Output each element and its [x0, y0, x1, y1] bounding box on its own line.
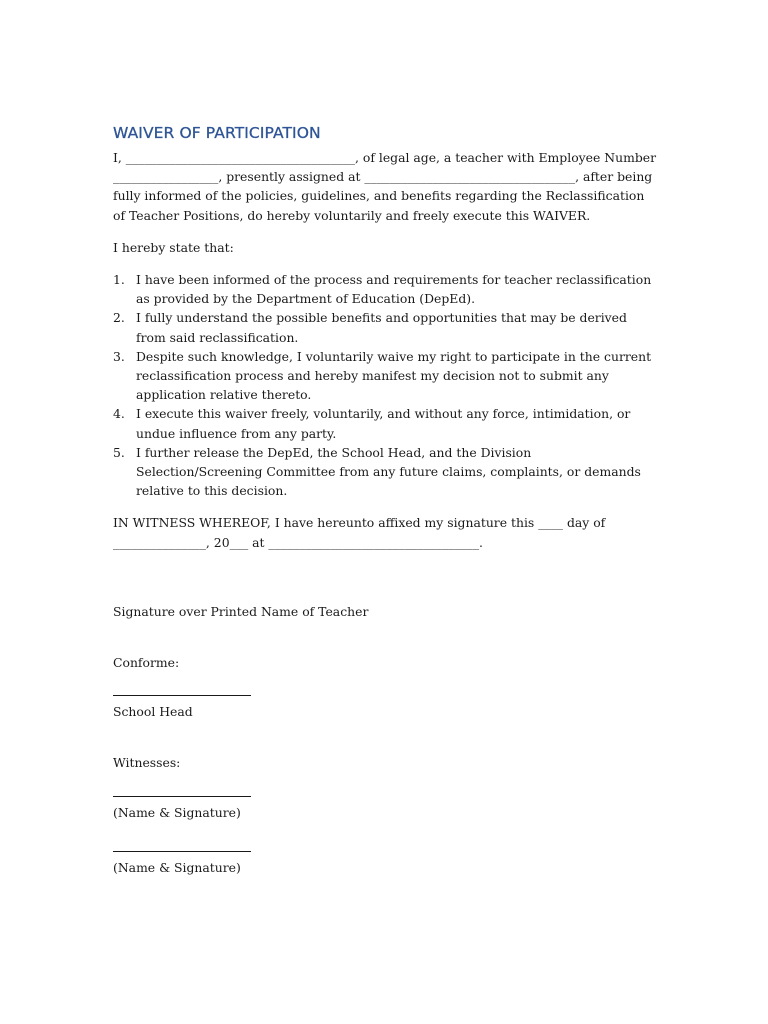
list-item-text: Despite such knowledge, I voluntarily waive my right to participate in the current reclassification process and hereby manifest my decision not to submit any application relative thereto.: [136, 348, 652, 403]
document-page: [113, 124, 658, 877]
list-item-number: 2.: [113, 310, 125, 326]
list-item: [113, 404, 658, 442]
witness-1-label: (Name & Signature): [113, 804, 241, 820]
intro-paragraph: I, _____________________________________, of legal age, a teacher with Employee Number _________________, presently assigned at __________________________________, after being fully informed of the policies, guidelines, and benefits regarding the Reclassification of Teacher Positions, do hereby voluntarily and freely execute this WAIVER.: [113, 150, 657, 223]
witness-1-signature-line: [113, 789, 251, 797]
list-item-text: I have been informed of the process and requirements for teacher reclassification as provided by the Department of Education (DepEd).: [136, 272, 652, 307]
witnesses-label: Witnesses:: [113, 755, 181, 771]
document-title: WAIVER OF PARTICIPATION: [113, 124, 321, 142]
list-item-number: 5.: [113, 444, 125, 460]
list-item-number: 3.: [113, 348, 125, 364]
statement-list: [113, 270, 658, 500]
school-head-signature-line: [113, 688, 251, 696]
witness-clause: IN WITNESS WHEREOF, I have hereunto affixed my signature this ____ day of _______________, 20___ at __________________________________.: [113, 515, 606, 550]
school-head-label: School Head: [113, 704, 193, 720]
list-item: [113, 270, 658, 308]
list-item-number: 1.: [113, 272, 125, 288]
list-item-number: 4.: [113, 406, 125, 422]
list-item-text: I execute this waiver freely, voluntarily, and without any force, intimidation, or undue influence from any party.: [136, 406, 631, 441]
list-item: [113, 308, 658, 346]
list-item: [113, 443, 658, 501]
state-intro: I hereby state that:: [113, 239, 234, 255]
witness-2-signature-line: [113, 844, 251, 852]
teacher-signature-label: Signature over Printed Name of Teacher: [113, 603, 369, 619]
list-item: [113, 347, 658, 405]
witness-2-label: (Name & Signature): [113, 859, 241, 875]
list-item-text: I further release the DepEd, the School Head, and the Division Selection/Screening Committee from any future claims, complaints, or demands relative to this decision.: [136, 444, 641, 499]
conforme-label: Conforme:: [113, 655, 180, 671]
list-item-text: I fully understand the possible benefits and opportunities that may be derived from said reclassification.: [136, 310, 627, 345]
